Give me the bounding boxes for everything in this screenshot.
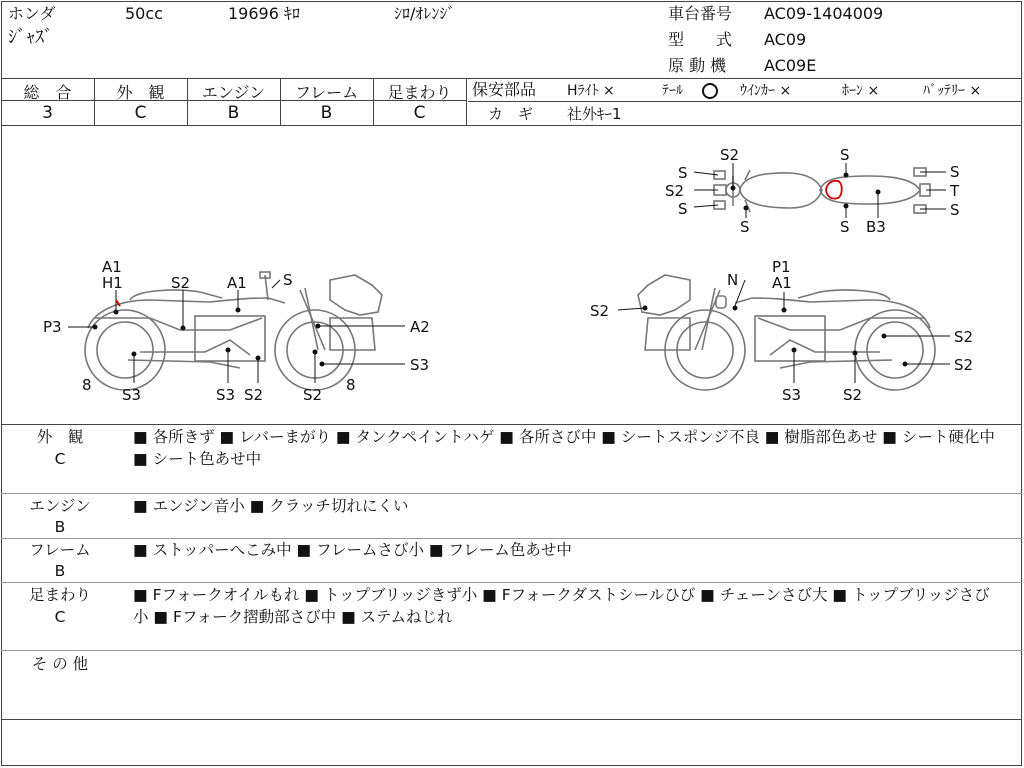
safety-battery: ﾊﾞｯﾃﾘｰ ×: [923, 83, 982, 99]
right-label: A1: [772, 274, 792, 292]
key-value: 社外ｷｰ1: [567, 105, 622, 123]
suspension-remarks: ■ Fフォークオイルもれ ■ トップブリッジきず小 ■ Fフォークダストシールひび ■ チェーンさび大 ■ トップブリッジさび小 ■ Fフォーク摺動部さび中 ■ ステムねじれ: [133, 586, 990, 626]
frame-no-label: 車台番号: [668, 4, 733, 23]
engine-remarks: ■ エンジン音小 ■ クラッチ切れにくい: [133, 497, 409, 515]
left-label: S3: [122, 386, 142, 404]
top-label: S: [840, 146, 850, 164]
top-label: S: [950, 201, 960, 219]
frame-remarks: ■ ストッパーへこみ中 ■ フレームさび小 ■ フレーム色あせ中: [133, 541, 572, 559]
suspension-label: 足まわり: [387, 83, 452, 102]
displacement: 50cc: [125, 4, 163, 23]
key-label: カ ギ: [488, 105, 534, 123]
left-label: 8: [82, 376, 92, 394]
taillight-ok-circle-icon: [702, 83, 718, 99]
left-label: S3: [410, 356, 430, 374]
engine-remarks-grade: B: [54, 518, 66, 536]
left-label: A1: [102, 258, 122, 276]
right-label: S2: [590, 302, 610, 320]
left-label: P3: [43, 318, 62, 336]
right-label: S2: [954, 328, 974, 346]
maker: ホンダ: [8, 4, 56, 23]
left-label: S3: [216, 386, 236, 404]
safety-headlight: Hﾗｲﾄ ×: [567, 83, 615, 99]
top-label: S: [840, 218, 850, 236]
top-label: S2: [720, 146, 740, 164]
model-code: AC09: [764, 30, 807, 49]
frame-grade: B: [320, 103, 333, 123]
exterior-label: 外 観: [116, 83, 165, 102]
frame-label: フレーム: [294, 83, 359, 102]
right-side-bike: [638, 275, 935, 390]
left-label: 8: [346, 376, 356, 394]
divider: [1, 582, 1022, 583]
overall-label: 総 合: [23, 83, 72, 102]
left-label: S2: [303, 386, 323, 404]
engine-grade: B: [227, 103, 240, 123]
left-label: S2: [171, 274, 191, 292]
divider: [1, 424, 1022, 425]
top-label: S: [678, 164, 688, 182]
right-label: S2: [843, 386, 863, 404]
right-label: S3: [782, 386, 802, 404]
top-label: S2: [665, 182, 685, 200]
exterior-remarks: ■ 各所きず ■ レバーまがり ■ タンクペイントハゲ ■ 各所さび中 ■ シートスポンジ不良 ■ 樹脂部色あせ ■ シート硬化中 ■ シート色あせ中: [133, 428, 995, 468]
body-color: ｼﾛ/ｵﾚﾝｼﾞ: [394, 4, 456, 23]
damage-diagram: [0, 126, 1024, 424]
engine-remarks-title: エンジン: [29, 497, 91, 515]
divider: [1, 650, 1022, 651]
model-code-label: 型 式: [668, 30, 733, 49]
engine-code: AC09E: [764, 56, 817, 75]
divider: [1, 78, 1022, 79]
divider: [466, 78, 467, 125]
right-label: P1: [772, 258, 791, 276]
right-label: S2: [954, 356, 974, 374]
left-label: A1: [227, 274, 247, 292]
frame-no: AC09-1404009: [764, 4, 884, 23]
left-label: S: [283, 271, 293, 289]
safety-taillight: ﾃｰﾙ: [662, 83, 683, 99]
left-label: S2: [244, 386, 264, 404]
divider: [468, 101, 1021, 102]
left-label: H1: [102, 274, 123, 292]
safety-winker: ｳｲﾝｶｰ ×: [740, 83, 792, 99]
divider: [1, 493, 1022, 494]
exterior-grade: C: [134, 103, 147, 123]
other-remarks-title: そ の 他: [31, 655, 89, 673]
engine-code-label: 原 動 機: [668, 56, 727, 75]
overall-grade: 3: [42, 103, 53, 123]
safety-horn: ﾎｰﾝ ×: [842, 83, 880, 99]
frame-remarks-title: フレーム: [29, 541, 91, 559]
top-label: S: [678, 200, 688, 218]
top-label: B3: [866, 218, 886, 236]
exterior-remarks-title: 外 観: [36, 428, 84, 446]
top-label: S: [740, 218, 750, 236]
right-label: N: [727, 271, 739, 289]
suspension-grade: C: [413, 103, 426, 123]
suspension-remarks-grade: C: [54, 608, 66, 626]
engine-label: エンジン: [201, 83, 266, 102]
top-label: S: [950, 163, 960, 181]
mileage: 19696 ｷﾛ: [228, 4, 300, 23]
model-name: ｼﾞｬｽﾞ: [8, 27, 53, 48]
frame-remarks-grade: B: [54, 562, 66, 580]
top-label: T: [950, 182, 960, 200]
left-label: A2: [410, 318, 430, 336]
exterior-remarks-grade: C: [54, 450, 66, 468]
suspension-remarks-title: 足まわり: [28, 586, 91, 604]
divider: [1, 719, 1022, 720]
safety-label: 保安部品: [472, 80, 537, 99]
